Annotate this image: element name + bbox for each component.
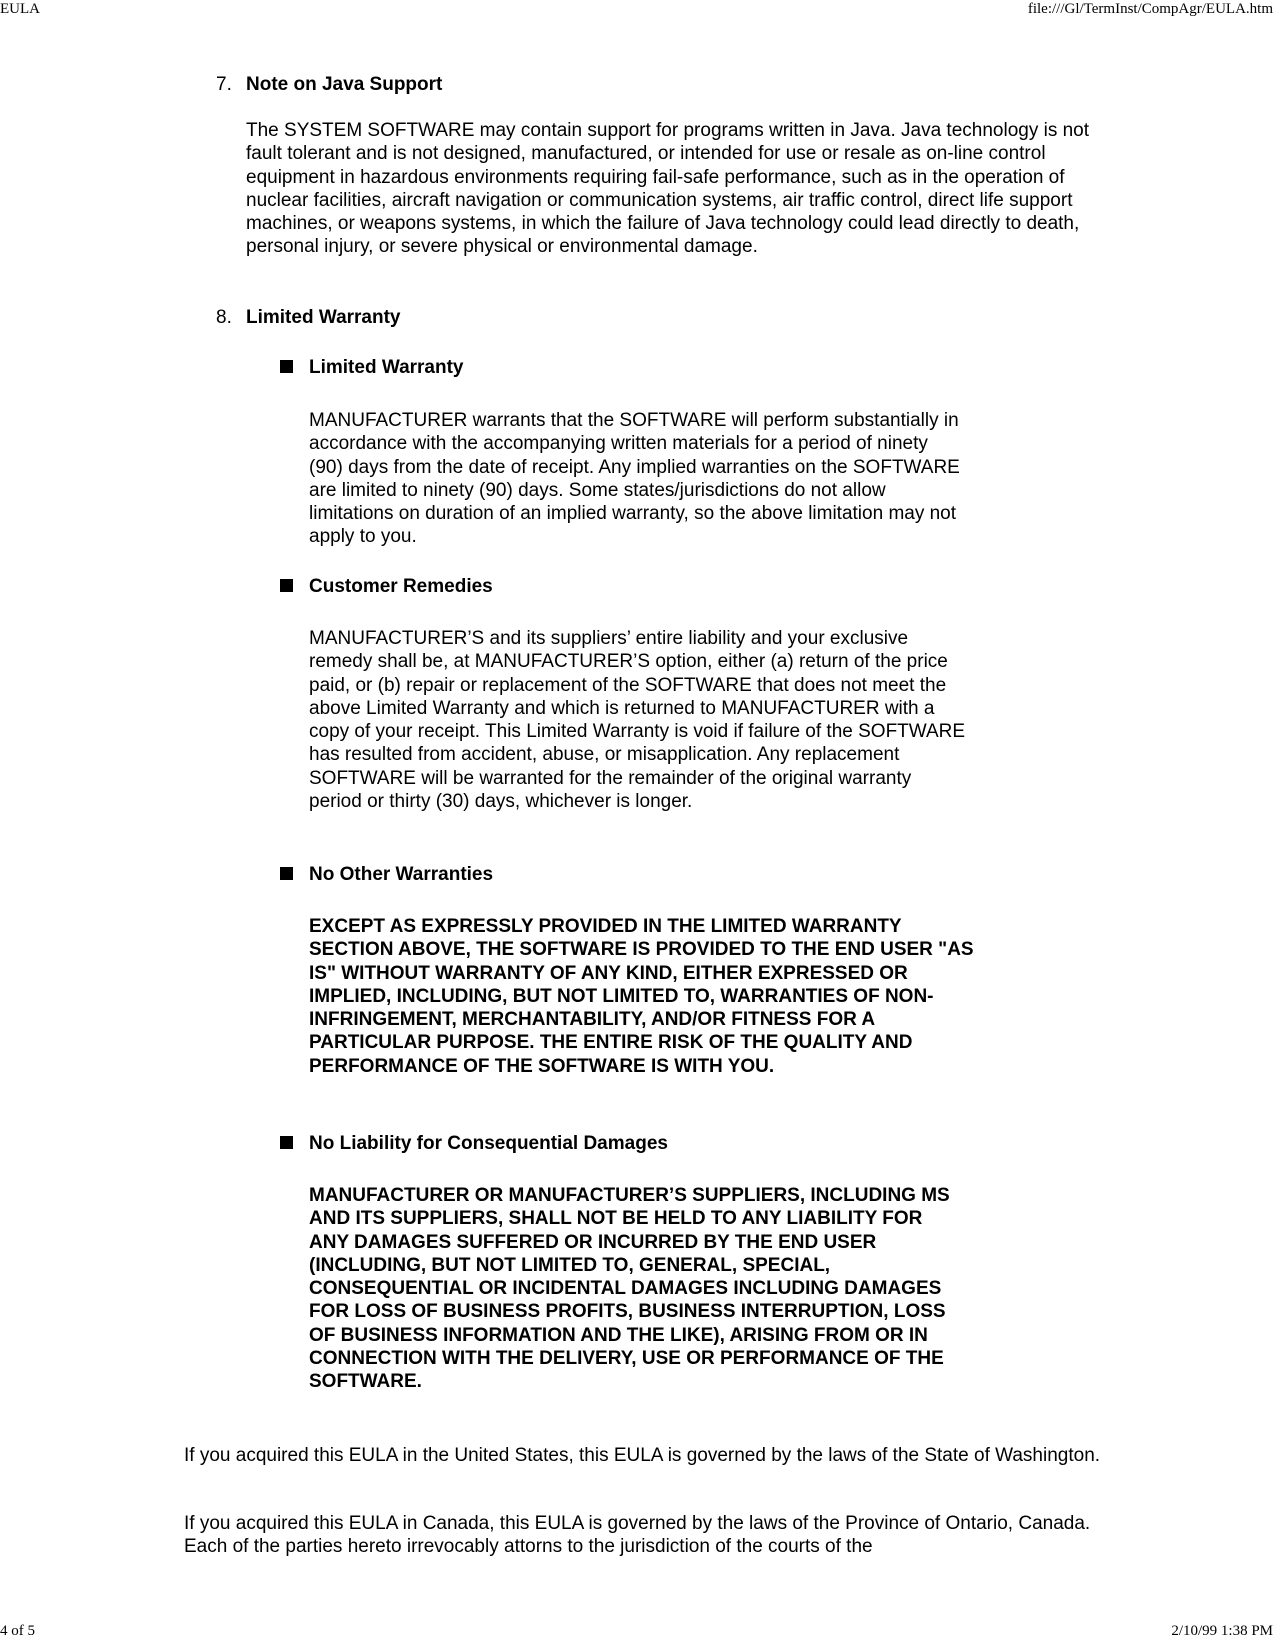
governing-law-canada: If you acquired this EULA in Canada, this EULA is governed by the laws of the Province of Ontario, Canada. Each of the parties hereto irrevocably attorns to the jurisdiction of the courts of the bbox=[184, 1513, 1091, 1558]
subsection-customer-remedies-title: Customer Remedies bbox=[309, 576, 493, 597]
bullet-square-icon bbox=[280, 867, 293, 880]
section-7-title: Note on Java Support bbox=[246, 74, 443, 95]
page-header-title: EULA bbox=[0, 1, 40, 17]
bullet-square-icon bbox=[280, 360, 293, 373]
subsection-limited-warranty-title: Limited Warranty bbox=[309, 357, 464, 378]
page-footer-page-number: 4 of 5 bbox=[0, 1623, 35, 1639]
section-7-number: 7. bbox=[216, 74, 232, 95]
page-header-url: file:///Gl/TermInst/CompAgr/EULA.htm bbox=[1027, 1, 1273, 17]
governing-law-us: If you acquired this EULA in the United States, this EULA is governed by the laws of the State of Washington. bbox=[184, 1445, 1101, 1466]
subsection-no-other-warranties-title: No Other Warranties bbox=[309, 864, 494, 885]
section-7-body: The SYSTEM SOFTWARE may contain support for programs written in Java. Java technology is not fault tolerant and is not designed, manufactured, or intended for use or resale as on-line control equipment in hazardous environments requiring fail-safe performance, such as in the operation of nuclear facilities, aircraft navigation or communication systems, air traffic control, direct life support machines, or weapons systems, in which the failure of Java technology could lead directly to death, personal injury, or severe physical or environmental damage. bbox=[246, 120, 1090, 258]
bullet-square-icon bbox=[280, 1136, 293, 1149]
section-8-number: 8. bbox=[216, 307, 232, 328]
subsection-no-other-warranties-body: EXCEPT AS EXPRESSLY PROVIDED IN THE LIMITED WARRANTY SECTION ABOVE, THE SOFTWARE IS PROVIDED TO THE END USER "AS IS" WITHOUT WARRANTY OF ANY KIND, EITHER EXPRESSED OR IMPLIED, INCLUDING, BUT NOT LIMITED TO, WARRANTIES OF NON- INFRINGEMENT, MERCHANTABILITY, AND/OR FITNESS FOR A PARTICULAR PURPOSE. THE ENTIRE RISK OF THE QUALITY AND PERFORMANCE OF THE SOFTWARE IS WITH YOU. bbox=[309, 916, 974, 1077]
section-8-title: Limited Warranty bbox=[246, 307, 401, 328]
subsection-customer-remedies-body: MANUFACTURER’S and its suppliers’ entire liability and your exclusive remedy shall be, at MANUFACTURER’S option, either (a) return of the price paid, or (b) repair or replacement of the SOFTWARE that does not meet the above Limited Warranty and which is returned to MANUFACTURER with a copy of your receipt. This Limited Warranty is void if failure of the SOFTWARE has resulted from accident, abuse, or misapplication. Any replacement SOFTWARE will be warranted for the remainder of the original warranty period or thirty (30) days, whichever is longer. bbox=[309, 628, 966, 813]
page-footer-datetime: 2/10/99 1:38 PM bbox=[1171, 1623, 1273, 1639]
subsection-no-liability-title: No Liability for Consequential Damages bbox=[309, 1133, 668, 1154]
bullet-square-icon bbox=[280, 579, 293, 592]
subsection-limited-warranty-body: MANUFACTURER warrants that the SOFTWARE will perform substantially in accordance with the accompanying written materials for a period of ninety (90) days from the date of receipt. Any implied warranties on the SOFTWARE are limited to ninety (90) days. Some states/jurisdictions do not allow limitations on duration of an implied warranty, so the above limitation may not apply to you. bbox=[309, 410, 960, 548]
subsection-no-liability-body: MANUFACTURER OR MANUFACTURER’S SUPPLIERS, INCLUDING MS AND ITS SUPPLIERS, SHALL NOT BE HELD TO ANY LIABILITY FOR ANY DAMAGES SUFFERED OR INCURRED BY THE END USER (INCLUDING, BUT NOT LIMITED TO, GENERAL, SPECIAL, CONSEQUENTIAL OR INCIDENTAL DAMAGES INCLUDING DAMAGES FOR LOSS OF BUSINESS PROFITS, BUSINESS INTERRUPTION, LOSS OF BUSINESS INFORMATION AND THE LIKE), ARISING FROM OR IN CONNECTION WITH THE DELIVERY, USE OR PERFORMANCE OF THE SOFTWARE. bbox=[309, 1185, 950, 1393]
